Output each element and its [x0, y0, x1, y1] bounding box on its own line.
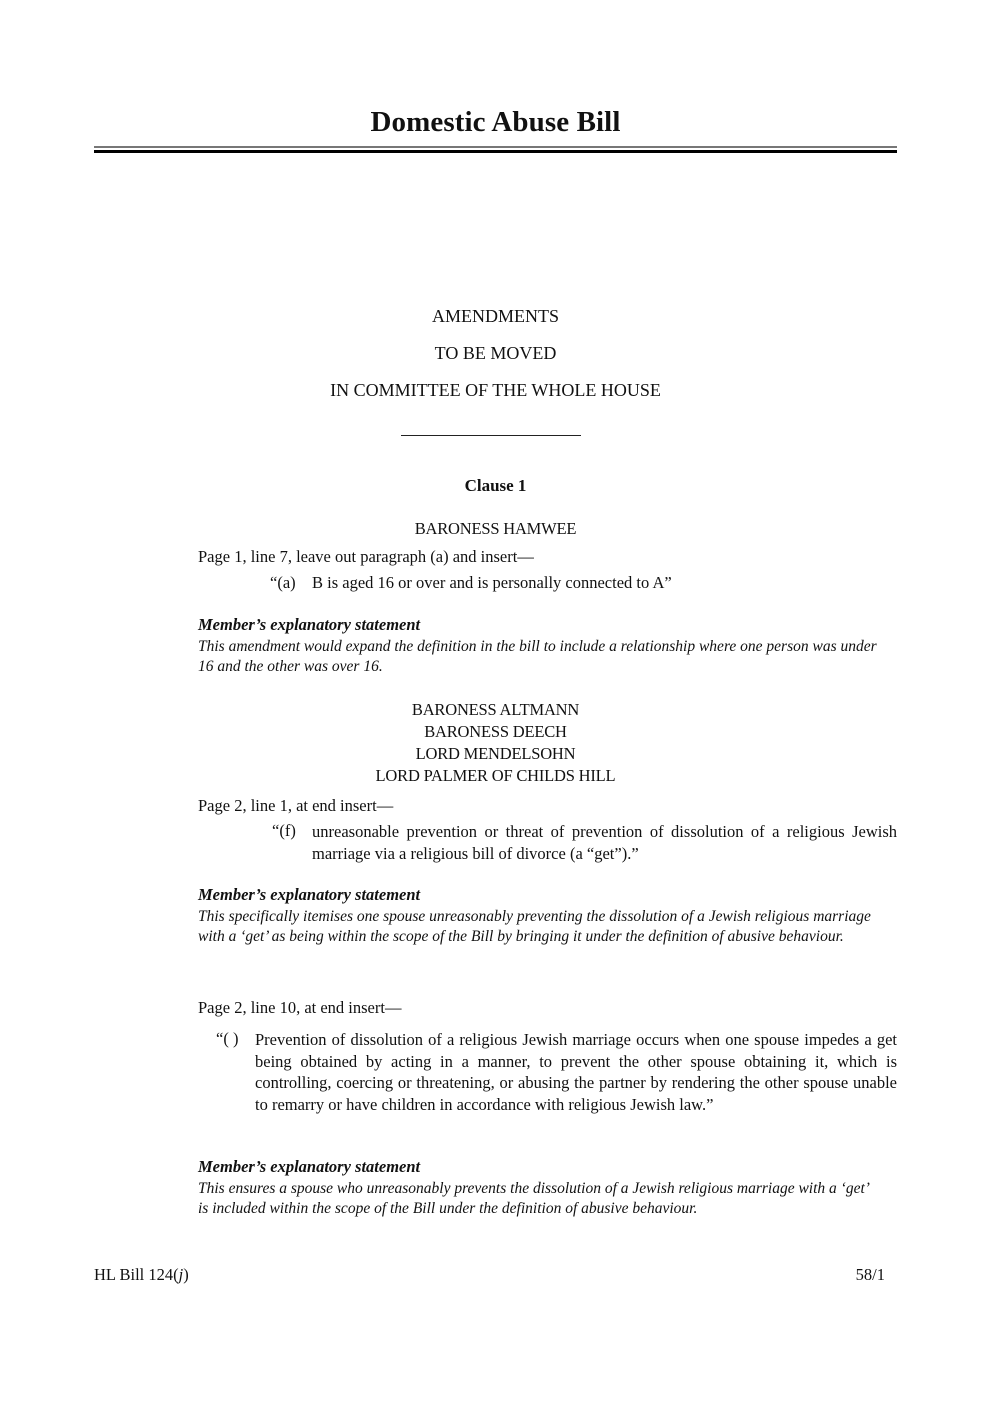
document-title: Domestic Abuse Bill — [370, 106, 621, 138]
heading-amendments: AMENDMENTS — [431, 306, 559, 326]
amendment-quote-label: “(a) — [270, 573, 296, 592]
explanatory-statement-text: This specifically itemises one spouse unreasonably preventing the dissolution of a Jewish religious marriage with a ‘get’ as being within the scope of the Bill by bringing it under the definition of abusive behaviour. — [198, 908, 871, 945]
sponsor-name: BARONESS DEECH — [424, 722, 567, 741]
title-rule-thin — [94, 146, 897, 148]
title-rule-thick — [94, 150, 897, 153]
bill-reference-suffix: ) — [183, 1265, 189, 1284]
sponsor-name: LORD PALMER OF CHILDS HILL — [375, 766, 616, 785]
heading-committee: IN COMMITTEE OF THE WHOLE HOUSE — [330, 380, 661, 400]
explanatory-statement-text: This amendment would expand the definition in the bill to include a relationship where one person was under 16 and the other was over 16. — [198, 638, 877, 675]
clause-heading: Clause 1 — [464, 476, 527, 495]
amendment-quote-label: “( ) — [216, 1029, 239, 1048]
sponsor-name: BARONESS ALTMANN — [411, 700, 580, 719]
amendment-instruction: Page 2, line 1, at end insert— — [198, 796, 394, 815]
amendment-instruction: Page 1, line 7, leave out paragraph (a) and insert— — [198, 547, 534, 566]
bill-reference-prefix: HL Bill 124( — [94, 1265, 179, 1284]
sponsor-name: LORD MENDELSOHN — [415, 744, 576, 763]
sponsor-name: BARONESS HAMWEE — [414, 519, 577, 538]
amendment-quote-text: B is aged 16 or over and is personally connected to A” — [312, 573, 672, 592]
amendment-instruction: Page 2, line 10, at end insert— — [198, 998, 402, 1017]
heading-divider — [401, 435, 581, 436]
heading-to-be-moved: TO BE MOVED — [434, 343, 557, 363]
amendment-quote-text: Prevention of dissolution of a religious Jewish marriage occurs when one spouse impedes a get being obtained by acting in a manner, to prevent the other spouse obtaining it, which is controlling, coercing or threatening, or abusing the partner by rendering the other spouse unable to remarry or have children in accordance with religious Jewish law.” — [255, 1030, 897, 1114]
page-reference: 58/1 — [855, 1265, 885, 1284]
explanatory-statement-heading: Member’s explanatory statement — [198, 1157, 421, 1176]
bill-reference-letter: j — [178, 1265, 184, 1284]
explanatory-statement-heading: Member’s explanatory statement — [198, 885, 421, 904]
bill-reference — [94, 1265, 189, 1285]
amendment-quote-text: unreasonable prevention or threat of prevention of dissolution of a religious Jewish marriage via a religious bill of divorce (a “get”).” — [312, 822, 897, 863]
explanatory-statement-text: This ensures a spouse who unreasonably prevents the dissolution of a Jewish religious marriage with a ‘get’ is included within the scope of the Bill under the definition of abusive behaviour. — [198, 1180, 869, 1217]
explanatory-statement-heading: Member’s explanatory statement — [198, 615, 421, 634]
amendment-quote-label: “(f) — [272, 821, 296, 840]
